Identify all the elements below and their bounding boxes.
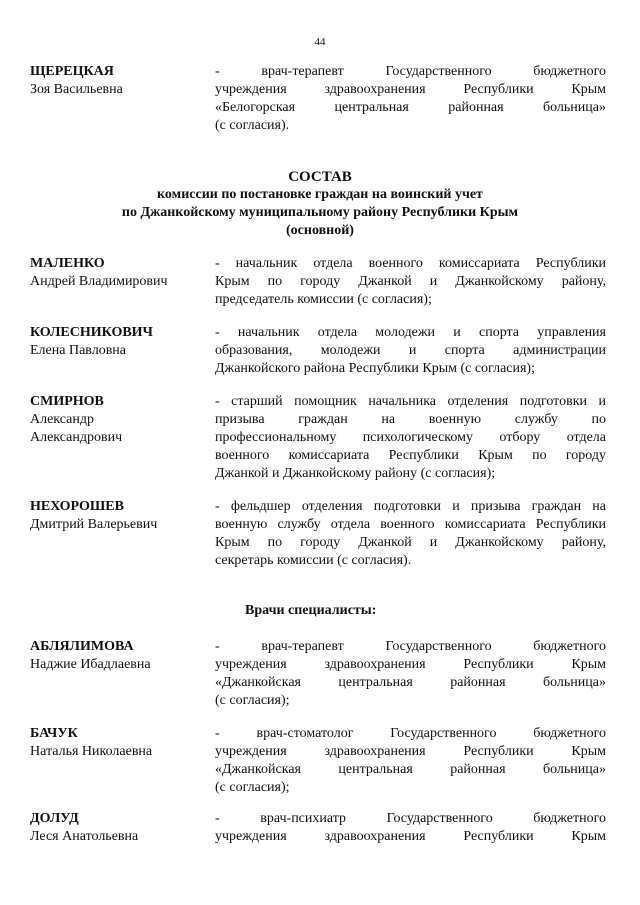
title-line: по Джанкойскому муниципальному району Республики Крым bbox=[121, 205, 519, 220]
member-role bbox=[215, 324, 606, 378]
role-line: - начальник отдела военного комиссариата Республики bbox=[215, 256, 606, 271]
member-name bbox=[30, 810, 210, 846]
role-line: военную службу отдела военного комиссариата Республики bbox=[215, 517, 606, 532]
role-line: Крым по городу Джанкой и Джанкойскому району, bbox=[215, 274, 606, 289]
member-surname: СМИРНОВ bbox=[30, 394, 104, 409]
section-heading: Врачи специалисты: bbox=[245, 603, 377, 618]
member-role bbox=[215, 393, 606, 483]
role-line: учреждения здравоохранения Республики Крым bbox=[215, 657, 606, 672]
role-line: - врач-стоматолог Государственного бюджетного bbox=[215, 726, 606, 741]
role-line: - старший помощник начальника отделения подготовки и bbox=[215, 394, 606, 409]
role-line: образования, молодежи и спорта администрации bbox=[215, 343, 606, 358]
document-title: СОСТАВ bbox=[288, 169, 352, 185]
role-line: профессиональному психологическому отбору отдела bbox=[215, 430, 606, 445]
member-surname: ЩЕРЕЦКАЯ bbox=[30, 64, 114, 79]
role-line: призыва граждан на военную службу по bbox=[215, 412, 606, 427]
member-given-name: Зоя Васильевна bbox=[30, 82, 123, 97]
member-role bbox=[215, 63, 606, 135]
member-given-name: Александр bbox=[30, 412, 94, 427]
role-line: секретарь комиссии (с согласия). bbox=[215, 553, 412, 568]
member-name bbox=[30, 324, 210, 360]
role-line: председатель комиссии (с согласия); bbox=[215, 292, 432, 307]
member-given-name: Елена Павловна bbox=[30, 343, 127, 358]
role-line: (с согласия); bbox=[215, 780, 290, 795]
role-line: Джанкой и Джанкойскому району (с согласия); bbox=[215, 466, 496, 481]
member-name bbox=[30, 63, 210, 99]
role-line: «Джанкойская центральная районная больница» bbox=[215, 762, 606, 777]
role-line: (с согласия); bbox=[215, 693, 290, 708]
member-surname: КОЛЕСНИКОВИЧ bbox=[30, 325, 153, 340]
member-given-name: Наталья Николаевна bbox=[30, 744, 153, 759]
role-line: (с согласия). bbox=[215, 118, 290, 133]
role-line: военного комиссариата Республики Крым по городу bbox=[215, 448, 606, 463]
member-role bbox=[215, 810, 606, 846]
member-patronymic: Александрович bbox=[30, 430, 123, 445]
member-given-name: Леся Анатольевна bbox=[30, 829, 139, 844]
member-role bbox=[215, 255, 606, 309]
commission-title bbox=[0, 168, 640, 240]
role-line: Джанкойского района Республики Крым (с согласия); bbox=[215, 361, 535, 376]
role-line: - врач-терапевт Государственного бюджетного bbox=[215, 639, 606, 654]
role-line: - начальник отдела молодежи и спорта управления bbox=[215, 325, 606, 340]
member-surname: НЕХОРОШЕВ bbox=[30, 499, 124, 514]
role-line: учреждения здравоохранения Республики Крым bbox=[215, 82, 606, 97]
title-line: комиссии по постановке граждан на воинский учет bbox=[157, 187, 483, 202]
member-name bbox=[30, 255, 210, 291]
role-line: учреждения здравоохранения Республики Крым bbox=[215, 744, 606, 759]
member-role bbox=[215, 725, 606, 797]
member-surname: АБЛЯЛИМОВА bbox=[30, 639, 134, 654]
member-surname: БАЧУК bbox=[30, 726, 78, 741]
role-line: «Белогорская центральная районная больница» bbox=[215, 100, 606, 115]
member-name bbox=[30, 725, 210, 761]
member-given-name: Дмитрий Валерьевич bbox=[30, 517, 158, 532]
member-role bbox=[215, 638, 606, 710]
page-number: 44 bbox=[314, 36, 326, 48]
member-name bbox=[30, 638, 210, 674]
role-line: - врач-терапевт Государственного бюджетного bbox=[215, 64, 606, 79]
member-surname: ДОЛУД bbox=[30, 811, 79, 826]
role-line: учреждения здравоохранения Республики Крым bbox=[215, 829, 606, 844]
title-line: (основной) bbox=[286, 223, 354, 238]
role-line: - врач-психиатр Государственного бюджетного bbox=[215, 811, 606, 826]
member-role bbox=[215, 498, 606, 570]
role-line: - фельдшер отделения подготовки и призыва граждан на bbox=[215, 499, 606, 514]
member-name bbox=[30, 393, 210, 447]
member-given-name: Наджие Ибадлаевна bbox=[30, 657, 151, 672]
role-line: «Джанкойская центральная районная больница» bbox=[215, 675, 606, 690]
member-surname: МАЛЕНКО bbox=[30, 256, 105, 271]
role-line: Крым по городу Джанкой и Джанкойскому району, bbox=[215, 535, 606, 550]
member-given-name: Андрей Владимирович bbox=[30, 274, 168, 289]
member-name bbox=[30, 498, 210, 534]
